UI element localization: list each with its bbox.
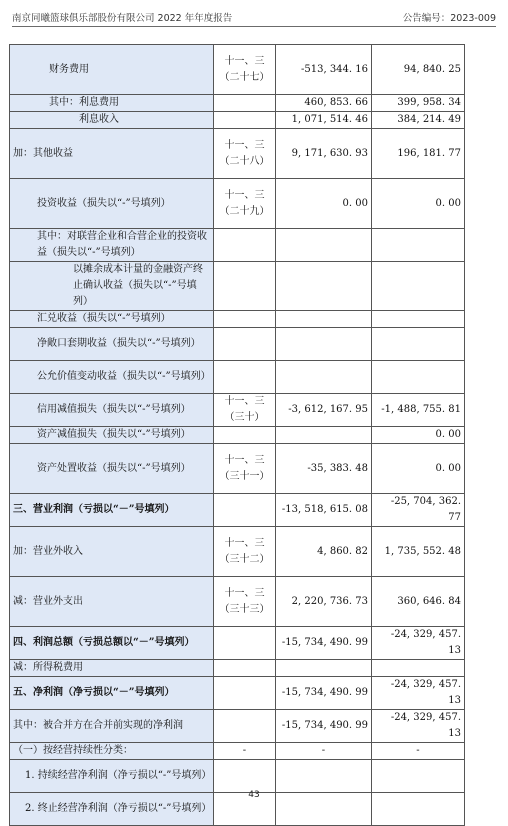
current-period-amount: 9, 171, 630. 93 bbox=[276, 129, 372, 179]
note-reference bbox=[214, 427, 276, 444]
table-row bbox=[10, 710, 465, 743]
page-header bbox=[12, 10, 496, 24]
current-period-amount: -35, 383. 48 bbox=[276, 444, 372, 494]
prior-period-amount: 1, 735, 552. 48 bbox=[372, 527, 465, 577]
row-label: 信用减值损失（损失以“-”号填列） bbox=[10, 394, 214, 427]
table-row bbox=[10, 129, 465, 179]
current-period-amount: 460, 853. 66 bbox=[276, 95, 372, 112]
table-row bbox=[10, 95, 465, 112]
current-period-amount: -15, 734, 490. 99 bbox=[276, 627, 372, 660]
current-period-amount: -513, 344. 16 bbox=[276, 45, 372, 95]
row-label: 1. 持续经营净利润（净亏损以“-”号填列） bbox=[10, 760, 214, 793]
note-reference bbox=[214, 95, 276, 112]
prior-period-amount: -24, 329, 457. 13 bbox=[372, 710, 465, 743]
table-row bbox=[10, 179, 465, 229]
note-reference: 十一、三（三十三） bbox=[214, 577, 276, 627]
row-label: 资产处置收益（损失以“-”号填列） bbox=[10, 444, 214, 494]
prior-period-amount: -25, 704, 362. 77 bbox=[372, 494, 465, 527]
note-reference bbox=[214, 677, 276, 710]
note-reference bbox=[214, 660, 276, 677]
header-rule bbox=[12, 26, 496, 27]
prior-period-amount: 0. 00 bbox=[372, 444, 465, 494]
current-period-amount: -3, 612, 167. 95 bbox=[276, 394, 372, 427]
prior-period-amount bbox=[372, 361, 465, 394]
table-row bbox=[10, 427, 465, 444]
prior-period-amount: -1, 488, 755. 81 bbox=[372, 394, 465, 427]
note-reference: 十一、三（三十一） bbox=[214, 444, 276, 494]
prior-period-amount bbox=[372, 760, 465, 793]
row-label: （一）按经营持续性分类： bbox=[10, 743, 214, 760]
table-row bbox=[10, 229, 465, 262]
current-period-amount: 2, 220, 736. 73 bbox=[276, 577, 372, 627]
note-reference bbox=[214, 262, 276, 311]
row-label: 四、利润总额（亏损总额以“－”号填列） bbox=[10, 627, 214, 660]
prior-period-amount: 360, 646. 84 bbox=[372, 577, 465, 627]
row-label: 财务费用 bbox=[10, 45, 214, 95]
prior-period-amount: -24, 329, 457. 13 bbox=[372, 627, 465, 660]
prior-period-amount: 196, 181. 77 bbox=[372, 129, 465, 179]
row-label: 其中：被合并方在合并前实现的净利润 bbox=[10, 710, 214, 743]
current-period-amount bbox=[276, 361, 372, 394]
table-row bbox=[10, 361, 465, 394]
row-label: 公允价值变动收益（损失以“-”号填列） bbox=[10, 361, 214, 394]
row-label: 五、净利润（净亏损以“－”号填列） bbox=[10, 677, 214, 710]
table-row bbox=[10, 262, 465, 311]
table-row bbox=[10, 394, 465, 427]
current-period-amount: -15, 734, 490. 99 bbox=[276, 677, 372, 710]
prior-period-amount: 94, 840. 25 bbox=[372, 45, 465, 95]
row-label: 资产减值损失（损失以“-”号填列） bbox=[10, 427, 214, 444]
row-label: 减：营业外支出 bbox=[10, 577, 214, 627]
current-period-amount: 0. 00 bbox=[276, 179, 372, 229]
note-reference bbox=[214, 494, 276, 527]
note-reference: 十一、三（三十二） bbox=[214, 527, 276, 577]
note-reference bbox=[214, 112, 276, 129]
prior-period-amount: 0. 00 bbox=[372, 179, 465, 229]
prior-period-amount bbox=[372, 660, 465, 677]
page-number: 43 bbox=[248, 790, 260, 800]
table-row bbox=[10, 677, 465, 710]
note-reference bbox=[214, 710, 276, 743]
table-row bbox=[10, 311, 465, 328]
current-period-amount bbox=[276, 311, 372, 328]
note-reference bbox=[214, 328, 276, 361]
row-label: 汇兑收益（损失以“-”号填列） bbox=[10, 311, 214, 328]
note-reference: 十一、三（二十八） bbox=[214, 129, 276, 179]
table-row bbox=[10, 760, 465, 793]
prior-period-amount bbox=[372, 328, 465, 361]
row-label: 其中：利息费用 bbox=[10, 95, 214, 112]
table-row bbox=[10, 45, 465, 95]
report-title: 南京同曦篮球俱乐部股份有限公司 2022 年年度报告 bbox=[12, 13, 233, 24]
table-row bbox=[10, 328, 465, 361]
current-period-amount bbox=[276, 760, 372, 793]
current-period-amount: -13, 518, 615. 08 bbox=[276, 494, 372, 527]
table-row bbox=[10, 627, 465, 660]
prior-period-amount bbox=[372, 262, 465, 311]
announcement-number: 公告编号：2023-009 bbox=[402, 13, 496, 24]
note-reference bbox=[214, 361, 276, 394]
current-period-amount bbox=[276, 229, 372, 262]
prior-period-amount: - bbox=[372, 743, 465, 760]
note-reference bbox=[214, 760, 276, 793]
note-reference: 十一、三（二十九） bbox=[214, 179, 276, 229]
table-row bbox=[10, 577, 465, 627]
note-reference bbox=[214, 311, 276, 328]
table-row bbox=[10, 444, 465, 494]
current-period-amount bbox=[276, 262, 372, 311]
prior-period-amount: -24, 329, 457. 13 bbox=[372, 677, 465, 710]
current-period-amount bbox=[276, 427, 372, 444]
prior-period-amount: 0. 00 bbox=[372, 427, 465, 444]
row-label: 加：其他收益 bbox=[10, 129, 214, 179]
current-period-amount: - bbox=[276, 743, 372, 760]
current-period-amount: 1, 071, 514. 46 bbox=[276, 112, 372, 129]
current-period-amount: 4, 860. 82 bbox=[276, 527, 372, 577]
row-label: 其中：对联营企业和合营企业的投资收益（损失以“-”号填列） bbox=[10, 229, 214, 262]
note-reference bbox=[214, 627, 276, 660]
row-label: 投资收益（损失以“-”号填列） bbox=[10, 179, 214, 229]
current-period-amount bbox=[276, 660, 372, 677]
note-reference: 十一、三（二十七） bbox=[214, 45, 276, 95]
row-label: 以摊余成本计量的金融资产终止确认收益（损失以“-”号填列） bbox=[10, 262, 214, 311]
prior-period-amount: 399, 958. 34 bbox=[372, 95, 465, 112]
row-label: 三、营业利润（亏损以“－”号填列） bbox=[10, 494, 214, 527]
note-reference: - bbox=[214, 743, 276, 760]
row-label: 加：营业外收入 bbox=[10, 527, 214, 577]
prior-period-amount bbox=[372, 229, 465, 262]
table-row bbox=[10, 660, 465, 677]
prior-period-amount: 384, 214. 49 bbox=[372, 112, 465, 129]
prior-period-amount bbox=[372, 311, 465, 328]
table-row bbox=[10, 527, 465, 577]
row-label: 利息收入 bbox=[10, 112, 214, 129]
row-label: 2. 终止经营净利润（净亏损以“-”号填列） bbox=[10, 793, 214, 826]
table-row bbox=[10, 112, 465, 129]
table-row bbox=[10, 494, 465, 527]
note-reference bbox=[214, 229, 276, 262]
current-period-amount: -15, 734, 490. 99 bbox=[276, 710, 372, 743]
income-statement-table bbox=[9, 44, 465, 826]
row-label: 减：所得税费用 bbox=[10, 660, 214, 677]
note-reference: 十一、三（三十） bbox=[214, 394, 276, 427]
row-label: 净敞口套期收益（损失以“-”号填列） bbox=[10, 328, 214, 361]
table-row bbox=[10, 743, 465, 760]
current-period-amount bbox=[276, 328, 372, 361]
